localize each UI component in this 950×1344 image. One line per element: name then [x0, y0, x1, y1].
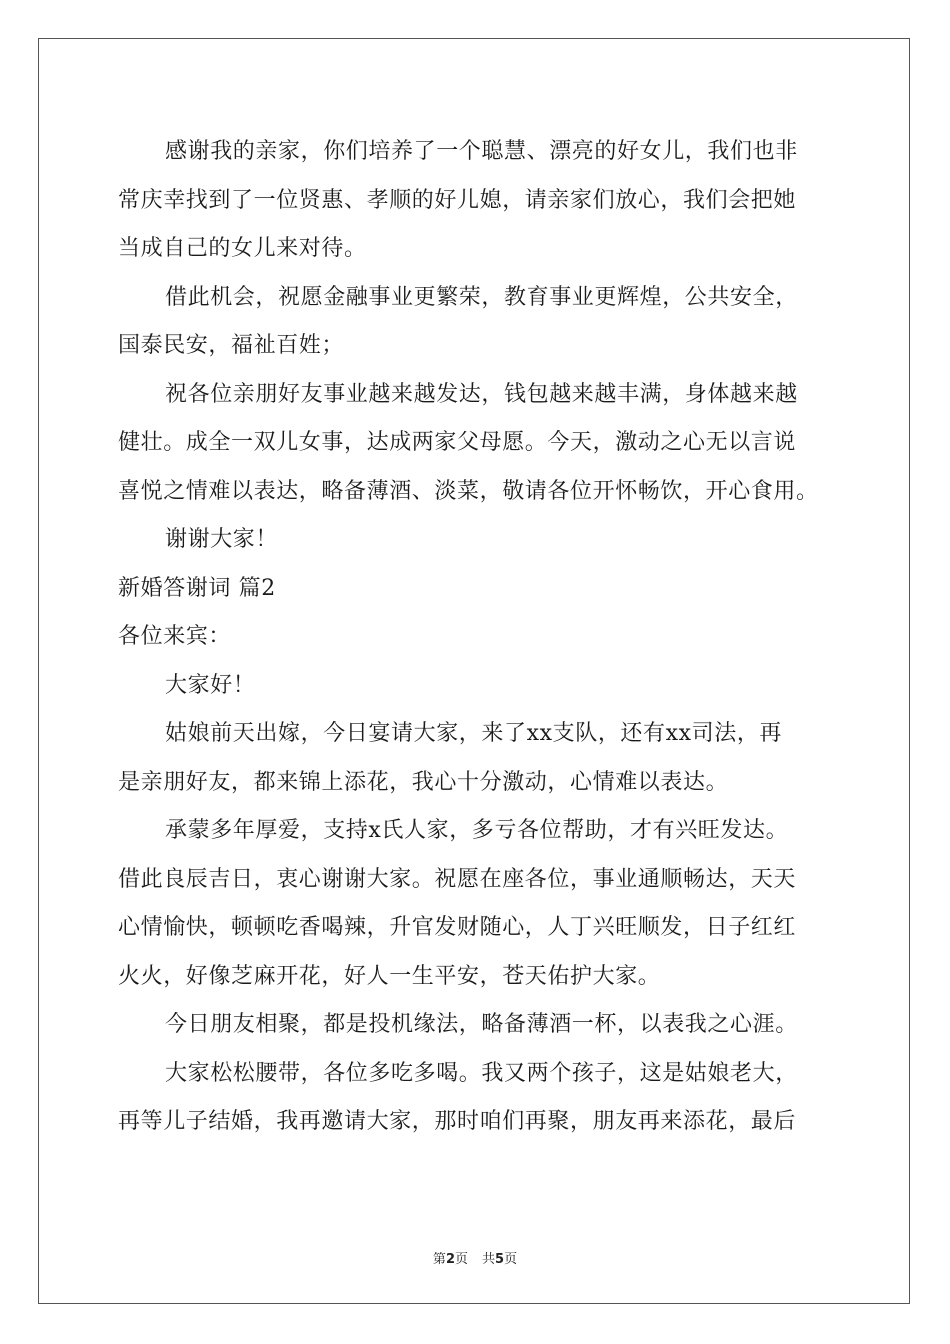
text-line: 火火，好像芝麻开花，好人一生平安，苍天佑护大家。	[118, 963, 661, 989]
text-line: 祝各位亲朋好友事业越来越发达，钱包越来越丰满，身体越来越	[165, 381, 798, 407]
footer-total-prefix: 共	[482, 1252, 496, 1267]
document-body	[118, 128, 838, 1147]
footer-page-total: 5	[495, 1252, 505, 1267]
text-line: 今日朋友相聚，都是投机缘法，略备薄酒一杯，以表我之心涯。	[165, 1012, 798, 1037]
text-line: 姑娘前天出嫁，今日宴请大家，来了xx支队，还有xx司法，再	[165, 721, 783, 746]
text-line: 谢谢大家！	[165, 527, 279, 552]
text-line: 是亲朋好友，都来锦上添花，我心十分激动，心情难以表达。	[118, 769, 729, 795]
text-line: 新婚答谢词 篇2	[118, 575, 276, 601]
text-line: 借此良辰吉日，衷心谢谢大家。祝愿在座各位，事业通顺畅达，天天	[118, 866, 797, 892]
text-line: 承蒙多年厚爱，支持x氏人家，多亏各位帮助，才有兴旺发达。	[165, 818, 789, 843]
text-line: 再等儿子结婚，我再邀请大家，那时咱们再聚，朋友再来添花，最后	[118, 1109, 797, 1134]
text-line: 常庆幸找到了一位贤惠、孝顺的好儿媳，请亲家们放心，我们会把她	[118, 187, 797, 213]
footer-page-prefix: 第	[432, 1252, 446, 1267]
text-line: 喜悦之情难以表达，略备薄酒、淡菜，敬请各位开怀畅饮，开心食用。	[118, 478, 819, 504]
text-line: 各位来宾：	[118, 624, 232, 649]
text-line: 健壮。成全一双儿女事，达成两家父母愿。今天，激动之心无以言说	[118, 430, 797, 455]
text-line: 当成自己的女儿来对待。	[118, 236, 367, 261]
text-line: 大家好！	[165, 672, 256, 698]
text-line: 心情愉快，顿顿吃香喝辣，升官发财随心，人丁兴旺顺发，日子红红	[118, 915, 797, 940]
page-footer	[0, 1248, 950, 1267]
footer-total-suffix: 页	[504, 1252, 518, 1267]
footer-page-current: 2	[445, 1252, 455, 1267]
text-line: 感谢我的亲家，你们培养了一个聪慧、漂亮的好女儿，我们也非	[165, 139, 798, 164]
text-line: 大家松松腰带，各位多吃多喝。我又两个孩子，这是姑娘老大，	[165, 1060, 798, 1086]
text-line: 国泰民安，福祉百姓；	[118, 333, 345, 358]
footer-page-suffix: 页	[454, 1252, 468, 1267]
text-line: 借此机会，祝愿金融事业更繁荣，教育事业更辉煌，公共安全，	[165, 284, 798, 310]
